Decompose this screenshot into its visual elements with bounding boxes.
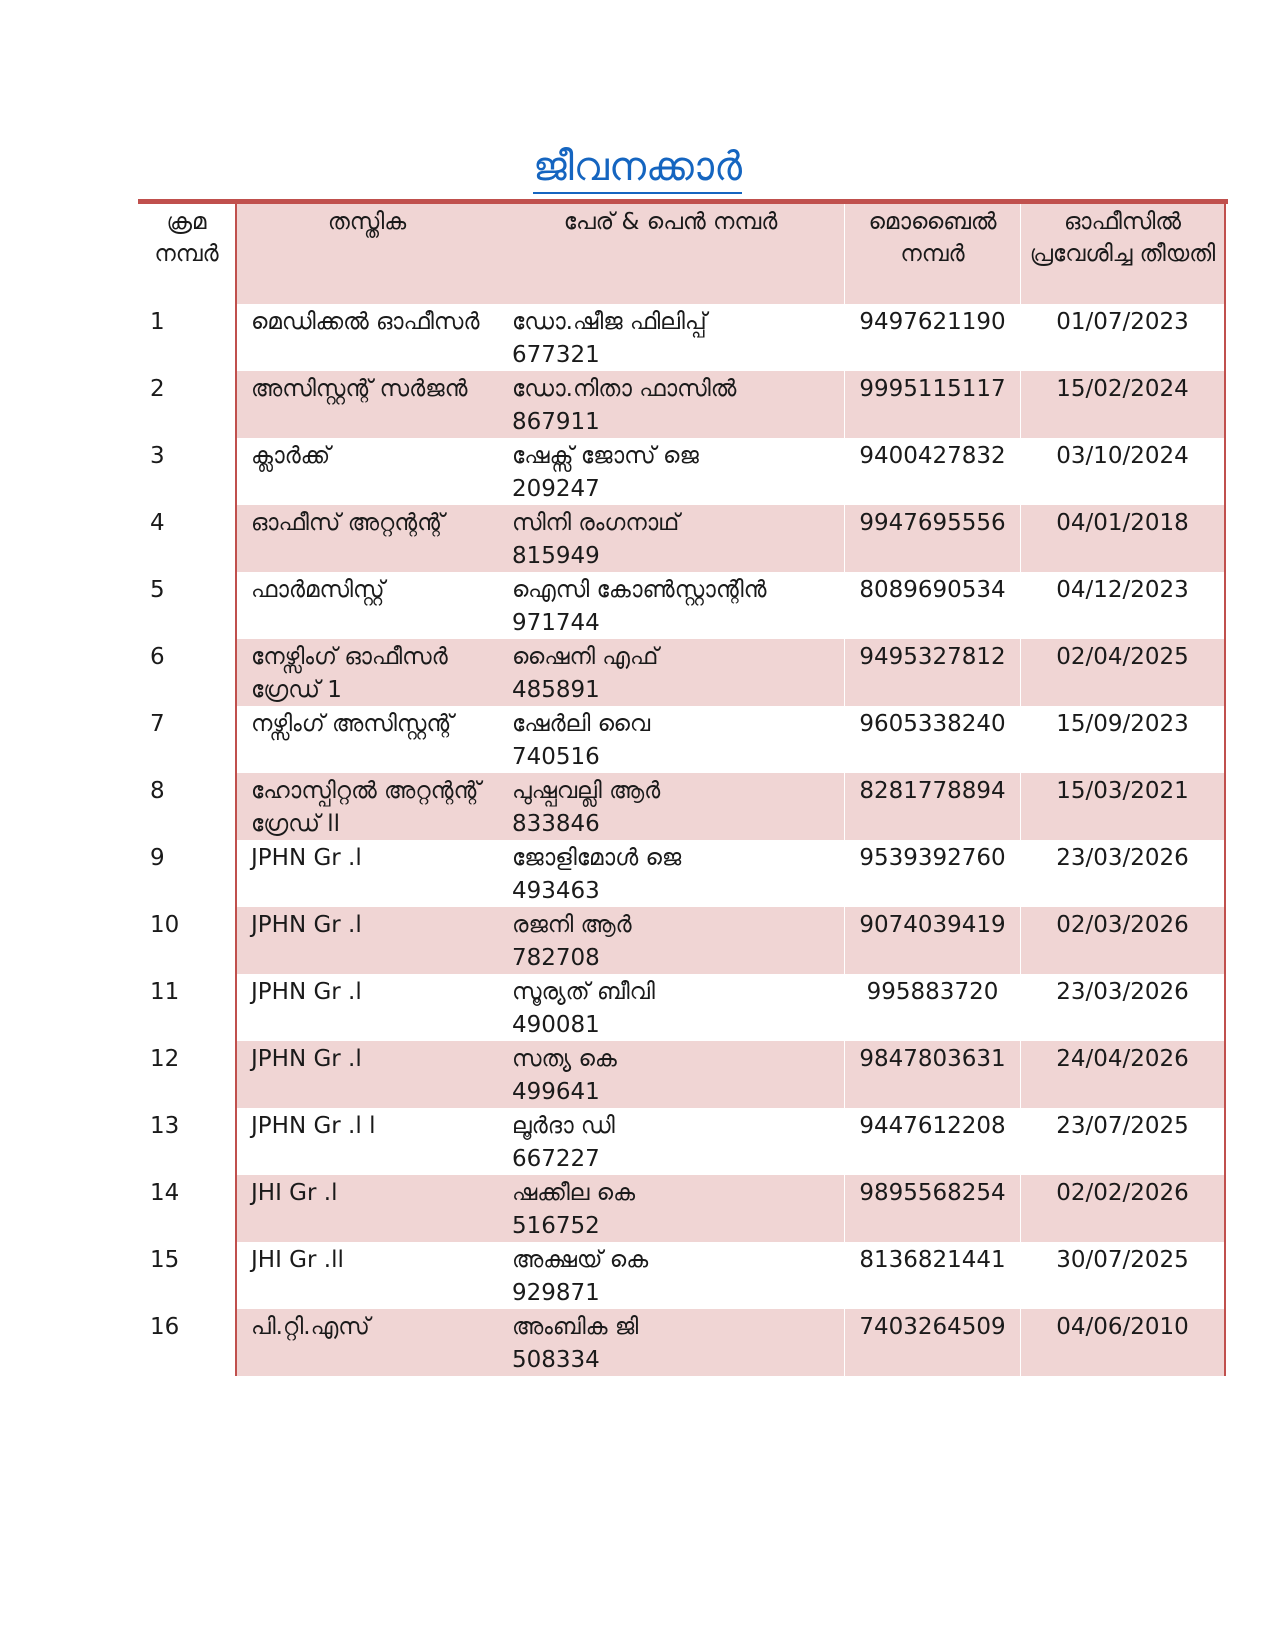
- serial-number: 1: [150, 309, 165, 335]
- post-cell: JPHN Gr .l l: [235, 1108, 497, 1175]
- post-cell: പി.റ്റി.എസ്: [235, 1309, 497, 1376]
- joining-date: 30/07/2025: [1020, 1242, 1226, 1309]
- name-pen-cell: [497, 572, 844, 639]
- joining-date: 23/07/2025: [1020, 1108, 1226, 1175]
- pen-number: 740516: [512, 744, 600, 770]
- name-pen-cell: [497, 371, 844, 438]
- serial-number: 7: [150, 711, 165, 737]
- mobile-number: 9895568254: [844, 1175, 1020, 1242]
- pen-number: 833846: [512, 811, 600, 837]
- table-row: [138, 1175, 1228, 1242]
- table-row: [138, 371, 1228, 438]
- joining-date: 04/12/2023: [1020, 572, 1226, 639]
- post-cell: ക്ലാർക്ക്: [235, 438, 497, 505]
- mobile-number: 9497621190: [844, 304, 1020, 371]
- joining-date: 02/03/2026: [1020, 907, 1226, 974]
- table-row: [138, 1041, 1228, 1108]
- name-pen-cell: [497, 438, 844, 505]
- pen-number: 971744: [512, 610, 600, 636]
- name-pen-cell: [497, 840, 844, 907]
- serial-number: 4: [150, 510, 165, 536]
- joining-date: 01/07/2023: [1020, 304, 1226, 371]
- serial-number: 15: [150, 1247, 180, 1273]
- staff-name: ഡോ.നിതാ ഫാസിൽ: [512, 376, 737, 402]
- table-row: [138, 572, 1228, 639]
- joining-date: 02/04/2025: [1020, 639, 1226, 706]
- mobile-number: 8136821441: [844, 1242, 1020, 1309]
- post-cell: നേഴ്സിംഗ് ഓഫീസർ ഗ്രേഡ് 1: [235, 639, 497, 706]
- serial-number: 14: [150, 1180, 180, 1206]
- pen-number: 677321: [512, 342, 600, 368]
- name-pen-cell: [497, 706, 844, 773]
- mobile-number: 995883720: [844, 974, 1020, 1041]
- serial-number: 13: [150, 1113, 180, 1139]
- joining-date: 23/03/2026: [1020, 974, 1226, 1041]
- joining-date: 04/01/2018: [1020, 505, 1226, 572]
- staff-name: അക്ഷയ് കെ: [512, 1247, 649, 1273]
- name-pen-cell: [497, 1242, 844, 1309]
- mobile-number: 9605338240: [844, 706, 1020, 773]
- mobile-number: 9947695556: [844, 505, 1020, 572]
- name-pen-cell: [497, 1108, 844, 1175]
- staff-name: ലൂർദാ ഡി: [512, 1113, 615, 1139]
- mobile-number: 9400427832: [844, 438, 1020, 505]
- name-pen-cell: [497, 1041, 844, 1108]
- name-pen-cell: [497, 974, 844, 1041]
- serial-number: 3: [150, 443, 165, 469]
- page-title-text: ജീവനക്കാർ: [533, 144, 742, 194]
- mobile-number: 9447612208: [844, 1108, 1020, 1175]
- pen-number: 490081: [512, 1012, 600, 1038]
- name-pen-cell: [497, 1175, 844, 1242]
- pen-number: 485891: [512, 677, 600, 703]
- joining-date: 15/03/2021: [1020, 773, 1226, 840]
- mobile-number: 9074039419: [844, 907, 1020, 974]
- mobile-number: 9495327812: [844, 639, 1020, 706]
- post-cell: ഫാർമസിസ്റ്റ്: [235, 572, 497, 639]
- table-row: [138, 639, 1228, 706]
- pen-number: 667227: [512, 1146, 600, 1172]
- pen-number: 815949: [512, 543, 600, 569]
- table-row: [138, 1309, 1228, 1376]
- post-cell: മെഡിക്കൽ ഓഫീസർ: [235, 304, 497, 371]
- mobile-number: 7403264509: [844, 1309, 1020, 1376]
- post-cell: നഴ്സിംഗ് അസിസ്റ്റന്റ്: [235, 706, 497, 773]
- table-row: [138, 773, 1228, 840]
- header-joined: ഓഫീസിൽ പ്രവേശിച്ച തീയതി: [1020, 204, 1226, 304]
- staff-name: ഷക്കീല കെ: [512, 1180, 636, 1206]
- joining-date: 23/03/2026: [1020, 840, 1226, 907]
- staff-table: [138, 204, 1228, 1376]
- staff-name: ഡോ.ഷീജ ഫിലിപ്പ്: [512, 309, 707, 335]
- staff-name: സത്യ കെ: [512, 1046, 617, 1072]
- pen-number: 508334: [512, 1347, 600, 1373]
- staff-name: അംബിക ജി: [512, 1314, 639, 1340]
- serial-number: 12: [150, 1046, 180, 1072]
- name-pen-cell: [497, 773, 844, 840]
- serial-number: 11: [150, 979, 180, 1005]
- post-cell: JPHN Gr .l: [235, 1041, 497, 1108]
- table-row: [138, 840, 1228, 907]
- name-pen-cell: [497, 304, 844, 371]
- serial-number: 9: [150, 845, 165, 871]
- serial-number: 10: [150, 912, 180, 938]
- table-row: [138, 974, 1228, 1041]
- header-post: തസ്തിക: [235, 204, 497, 304]
- joining-date: 02/02/2026: [1020, 1175, 1226, 1242]
- staff-name: ഐസി കോൺസ്റ്റാന്റിൻ: [512, 577, 767, 603]
- table-row: [138, 304, 1228, 371]
- staff-name: സിനി രംഗനാഥ്: [512, 510, 680, 536]
- post-cell: JHI Gr .l: [235, 1175, 497, 1242]
- name-pen-cell: [497, 639, 844, 706]
- pen-number: 929871: [512, 1280, 600, 1306]
- post-cell: അസിസ്റ്റന്റ് സർജൻ: [235, 371, 497, 438]
- staff-name: രജനി ആർ: [512, 912, 632, 938]
- serial-number: 2: [150, 376, 165, 402]
- name-pen-cell: [497, 907, 844, 974]
- staff-name: സൂര്യത് ബീവി: [512, 979, 655, 1005]
- staff-name: ജോളിമോൾ ജെ: [512, 845, 682, 871]
- mobile-number: 9539392760: [844, 840, 1020, 907]
- joining-date: 24/04/2026: [1020, 1041, 1226, 1108]
- pen-number: 499641: [512, 1079, 600, 1105]
- name-pen-cell: [497, 1309, 844, 1376]
- joining-date: 15/09/2023: [1020, 706, 1226, 773]
- mobile-number: 9847803631: [844, 1041, 1020, 1108]
- post-cell: JPHN Gr .l: [235, 907, 497, 974]
- header-mobile: മൊബൈൽ നമ്പർ: [844, 204, 1020, 304]
- post-cell: ഓഫീസ് അറ്റന്റന്റ്: [235, 505, 497, 572]
- pen-number: 493463: [512, 878, 600, 904]
- table-header-row: [138, 204, 1228, 304]
- staff-name: ഷേക്സ് ജോസ് ജെ: [512, 443, 699, 469]
- serial-number: 5: [150, 577, 165, 603]
- table-row: [138, 907, 1228, 974]
- table-row: [138, 505, 1228, 572]
- table-row: [138, 1108, 1228, 1175]
- serial-number: 16: [150, 1314, 180, 1340]
- joining-date: 03/10/2024: [1020, 438, 1226, 505]
- table-row: [138, 1242, 1228, 1309]
- table-body: [138, 304, 1228, 1376]
- pen-number: 516752: [512, 1213, 600, 1239]
- name-pen-cell: [497, 505, 844, 572]
- mobile-number: 9995115117: [844, 371, 1020, 438]
- post-cell: JHI Gr .ll: [235, 1242, 497, 1309]
- pen-number: 782708: [512, 945, 600, 971]
- staff-name: ഷേർലി വൈ: [512, 711, 651, 737]
- table-row: [138, 438, 1228, 505]
- joining-date: 04/06/2010: [1020, 1309, 1226, 1376]
- post-cell: JPHN Gr .l: [235, 974, 497, 1041]
- mobile-number: 8089690534: [844, 572, 1020, 639]
- serial-number: 6: [150, 644, 165, 670]
- staff-name: പുഷ്പവല്ലി ആർ: [512, 778, 661, 804]
- page-title: [0, 140, 1275, 194]
- staff-name: ഷൈനി എഫ്: [512, 644, 659, 670]
- header-name-pen: പേര് & പെൻ നമ്പർ: [497, 204, 844, 304]
- pen-number: 209247: [512, 476, 600, 502]
- joining-date: 15/02/2024: [1020, 371, 1226, 438]
- serial-number: 8: [150, 778, 165, 804]
- post-cell: ഹോസ്പിറ്റൽ അറ്റന്റന്റ് ഗ്രേഡ് ll: [235, 773, 497, 840]
- table-row: [138, 706, 1228, 773]
- post-cell: JPHN Gr .l: [235, 840, 497, 907]
- header-serial: ക്രമ നമ്പർ: [154, 209, 219, 267]
- pen-number: 867911: [512, 409, 600, 435]
- mobile-number: 8281778894: [844, 773, 1020, 840]
